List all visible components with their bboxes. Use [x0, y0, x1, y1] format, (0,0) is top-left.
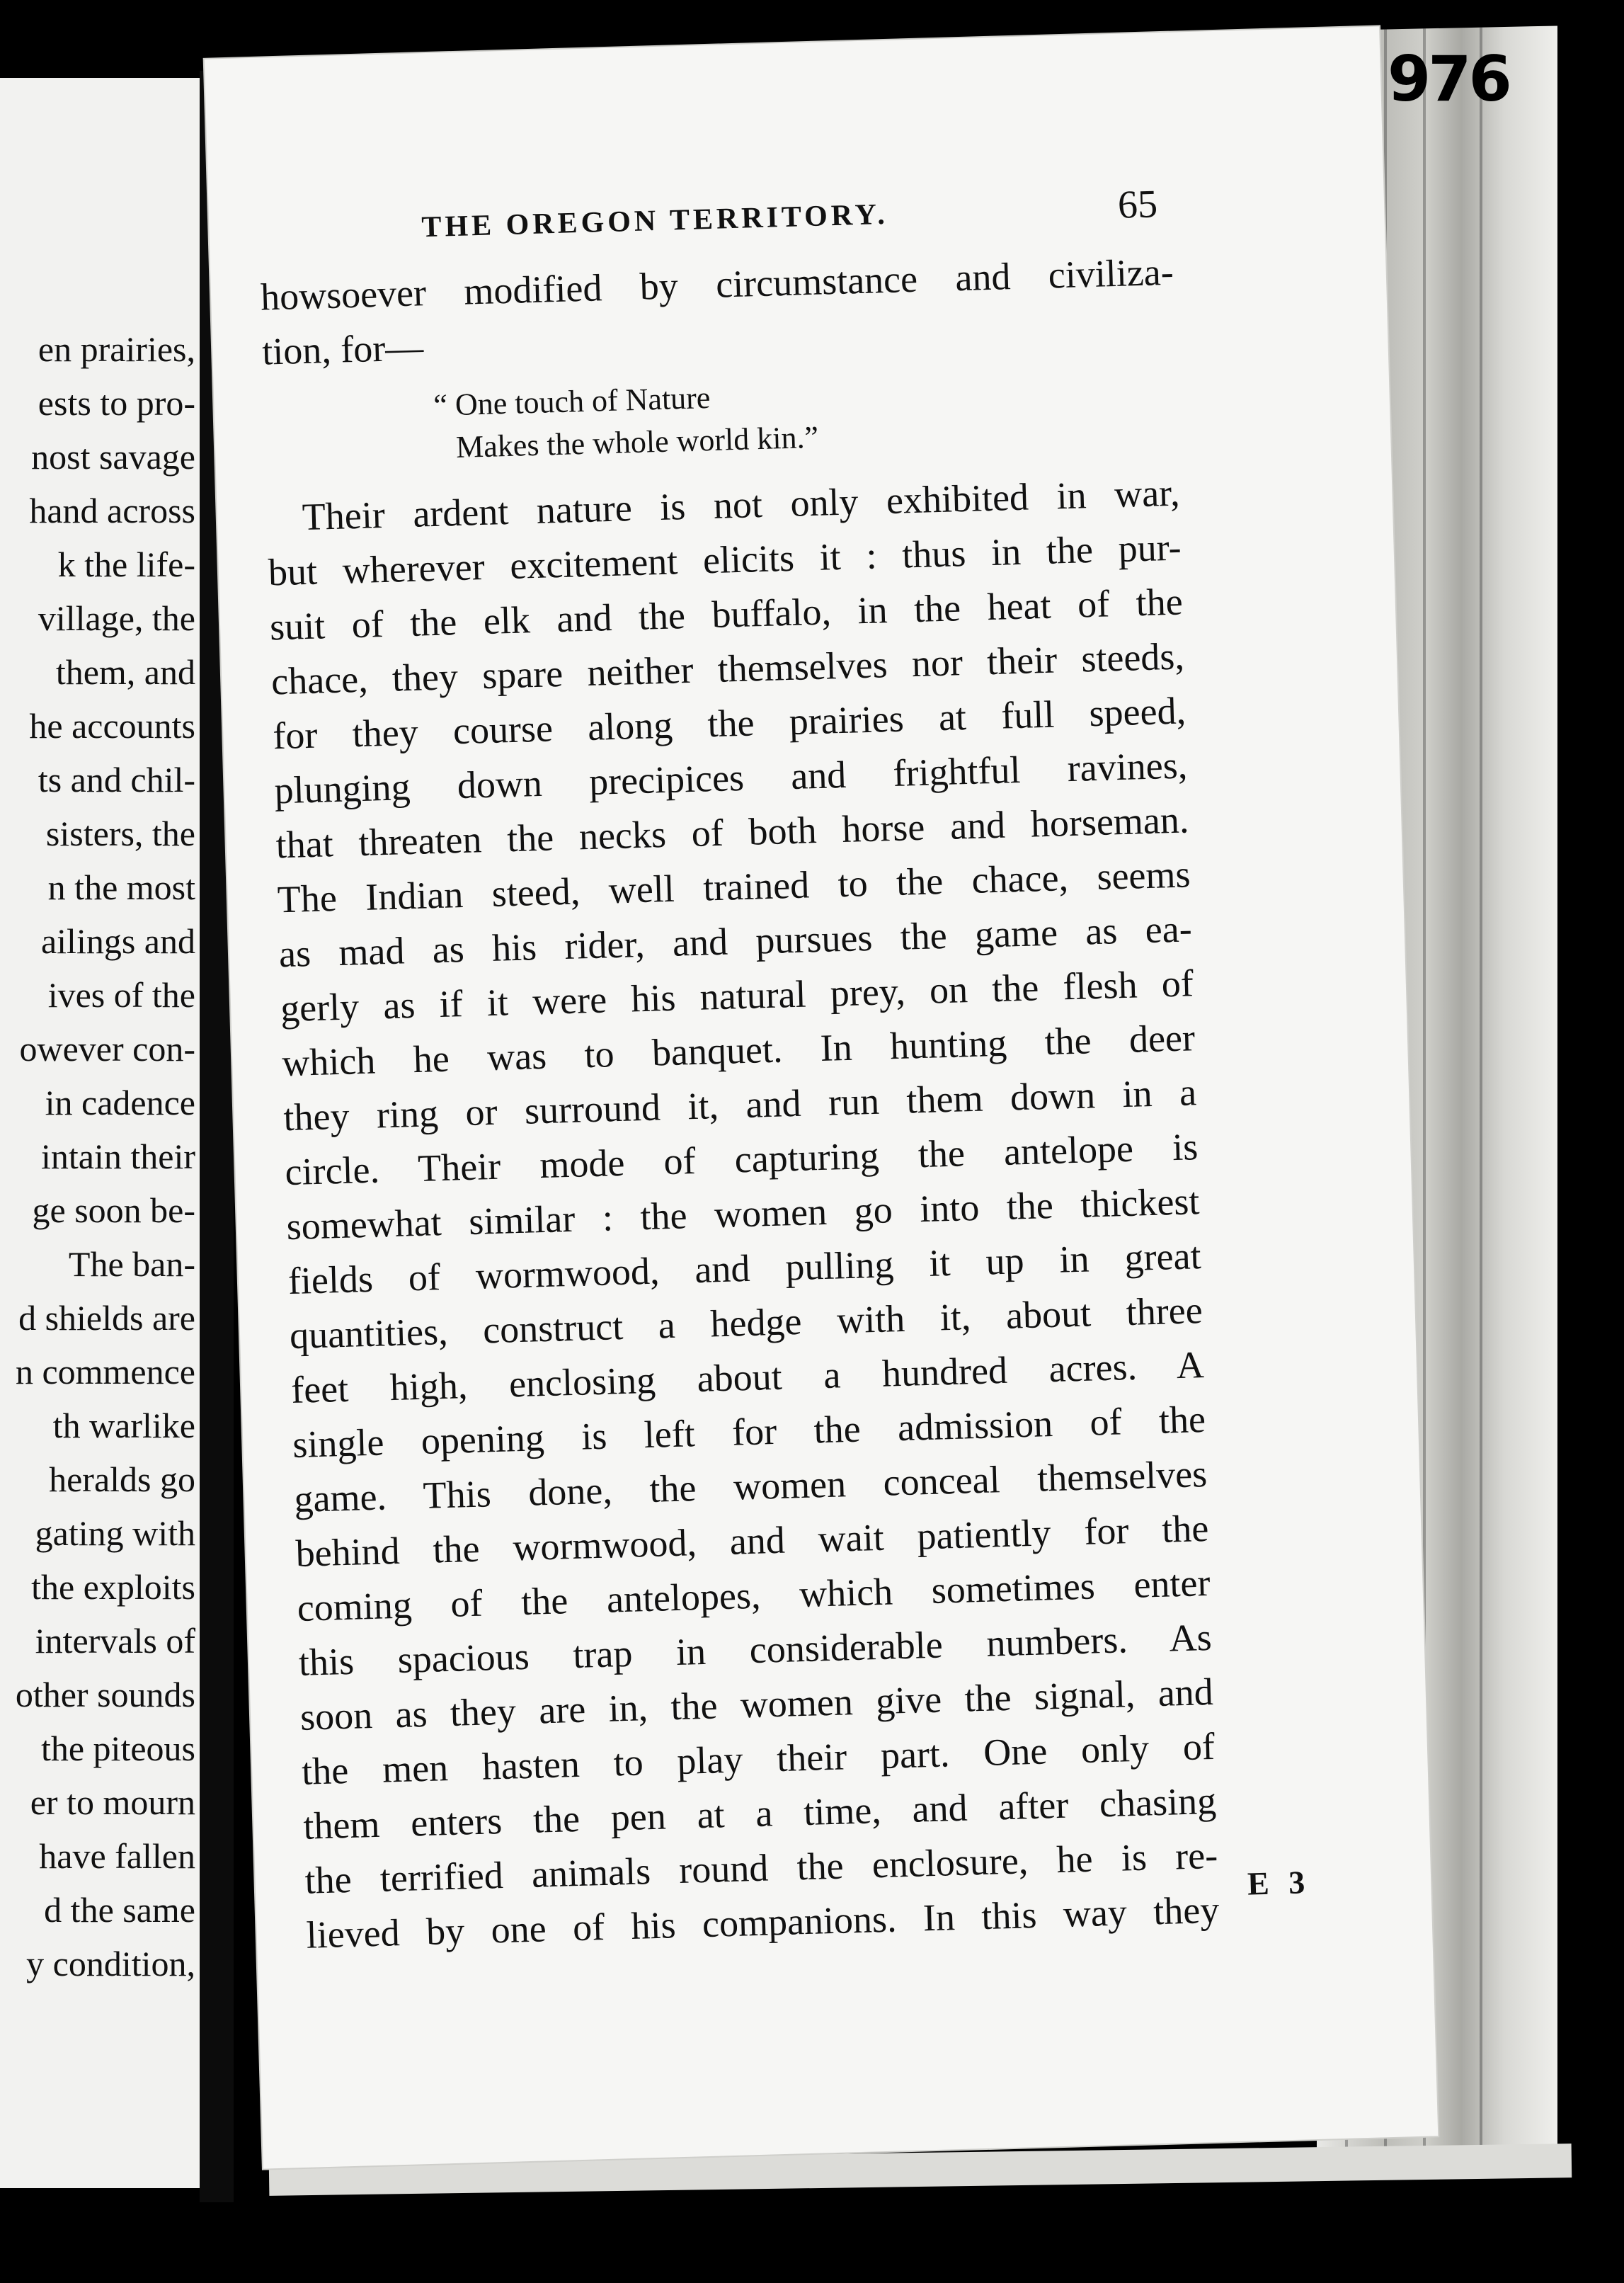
text-line: as mad as his rider, and pursues the game as ea-: [278, 907, 1193, 976]
text-line: soon as they are in, the women give the signal, and: [299, 1670, 1214, 1738]
text-line: the terrified animals round the enclosure, he is re-: [304, 1833, 1218, 1902]
left-page-line: th warlike: [52, 1406, 195, 1445]
text-line: The Indian steed, well trained to the chace, seems: [277, 853, 1191, 921]
left-facing-page: [0, 78, 200, 2188]
running-head: [258, 181, 1172, 256]
text-line: behind the wormwood, and wait patiently for the: [295, 1506, 1210, 1575]
left-page-line: have fallen: [39, 1836, 195, 1876]
left-page-line: ge soon be-: [32, 1190, 195, 1230]
text-line: somewhat similar : the women go into the thickest: [285, 1180, 1201, 1248]
text-line: gerly as if it were his natural prey, on the flesh of: [280, 962, 1194, 1030]
text-line: howsoever modified by circumstance and civiliza-: [260, 250, 1174, 319]
left-page-line: y condition,: [26, 1944, 195, 1983]
block-quote: [263, 364, 1179, 474]
text-line: but wherever excitement elicits it : thus in the pur-: [268, 525, 1182, 594]
text-line: quantities, construct a hedge with it, about three: [289, 1289, 1203, 1357]
text-line: coming of the antelopes, which sometimes enter: [297, 1561, 1211, 1629]
left-page-line: hand across: [29, 491, 195, 530]
left-page-line: heralds go: [49, 1459, 195, 1499]
paragraph-intro: [260, 245, 1176, 380]
text-line: circle. Their mode of capturing the antelope is: [284, 1125, 1199, 1194]
left-page-line: ts and chil-: [38, 760, 195, 799]
left-page-line: d shields are: [18, 1298, 195, 1338]
left-page-line: The ban-: [68, 1244, 195, 1284]
text-line: them enters the pen at a time, and after chasing: [302, 1779, 1217, 1848]
left-page-line: other sounds: [15, 1675, 195, 1714]
left-page-line: village, the: [38, 598, 195, 638]
signature-mark: E 3: [1247, 1864, 1311, 1902]
left-page-line: sisters, the: [45, 814, 195, 853]
book-page: [205, 26, 1439, 2168]
text-line: fields of wormwood, and pulling it up in great: [287, 1234, 1202, 1303]
left-page-line: intervals of: [35, 1621, 195, 1661]
text-line: this spacious trap in considerable numbers. As: [298, 1615, 1213, 1684]
left-page-line: them, and: [55, 652, 195, 692]
text-line: for they course along the prairies at full speed,: [272, 689, 1186, 758]
text-line: the men hasten to play their part. One only of: [301, 1724, 1216, 1793]
left-page-line: ives of the: [47, 975, 195, 1015]
left-page-line: er to mourn: [30, 1782, 195, 1822]
left-page-line: en prairies,: [38, 329, 195, 369]
text-line: single opening is left for the admission of the: [292, 1398, 1206, 1467]
left-page-line: k the life-: [57, 545, 195, 584]
text-line: “ One touch of Nature: [433, 380, 711, 423]
text-line: which he was to banquet. In hunting the deer: [281, 1016, 1196, 1085]
left-page-line: the piteous: [40, 1729, 195, 1768]
left-page-line: in cadence: [45, 1083, 195, 1122]
left-page-text: [16, 322, 195, 1991]
text-line: they ring or surround it, and run them down in a: [282, 1071, 1197, 1139]
paragraph-main: [266, 466, 1220, 1963]
page-number: 65: [1117, 182, 1158, 227]
text-line: chace, they spare neither themselves nor their steeds,: [270, 634, 1185, 703]
left-page-line: he accounts: [29, 706, 195, 746]
left-page-line: owever con-: [19, 1029, 195, 1069]
text-line: Their ardent nature is not only exhibited in war,: [301, 471, 1181, 539]
left-page-line: n the most: [47, 867, 195, 907]
running-title: THE OREGON TERRITORY.: [421, 198, 889, 244]
left-page-line: d the same: [44, 1890, 195, 1930]
text-line: game. This done, the women conceal themselves: [293, 1452, 1208, 1520]
left-page-line: intain their: [41, 1137, 195, 1176]
left-page-line: ailings and: [40, 921, 195, 961]
text-line: tion, for—: [261, 326, 425, 373]
text-line: that threaten the necks of both horse and horseman.: [275, 798, 1190, 867]
left-page-line: nost savage: [31, 437, 195, 477]
left-page-line: ests to pro-: [38, 383, 195, 423]
corner-label: 976: [1388, 42, 1509, 115]
text-line: lieved by one of his companions. In this way they: [305, 1888, 1220, 1957]
left-page-line: the exploits: [31, 1567, 195, 1607]
text-line: suit of the elk and the buffalo, in the heat of the: [269, 580, 1184, 649]
text-line: plunging down precipices and frightful ravines,: [273, 744, 1188, 812]
page-body: [260, 245, 1220, 1963]
text-line: feet high, enclosing about a hundred acres. A: [290, 1343, 1205, 1412]
text-line: Makes the whole world kin.”: [455, 419, 819, 465]
left-page-line: gating with: [35, 1513, 195, 1553]
left-page-line: n commence: [15, 1352, 195, 1391]
